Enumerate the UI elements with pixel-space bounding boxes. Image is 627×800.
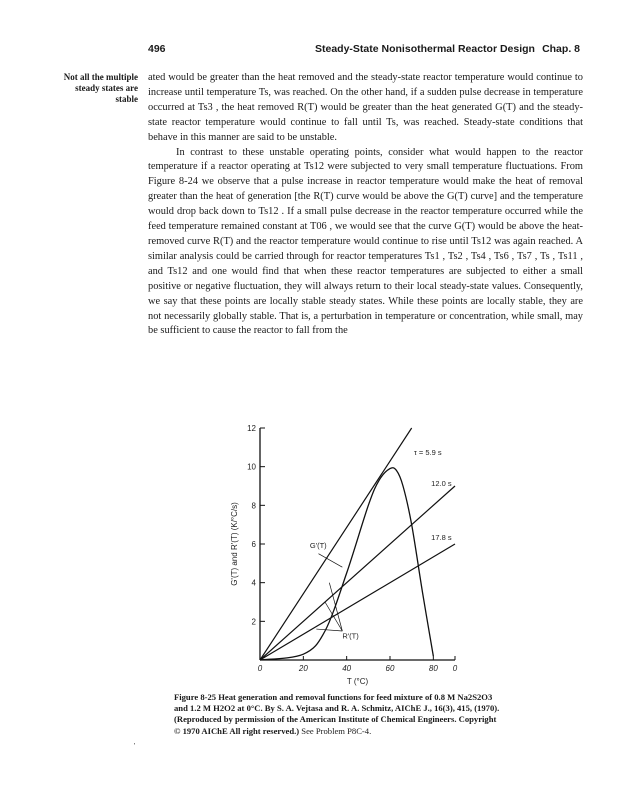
x-tick-label: 0 [257,664,263,673]
figure-8-25 [225,410,475,690]
label-r-curve: R'(T) [342,631,359,641]
figure-caption [174,692,504,737]
body-text [148,71,583,339]
page-number: 496 [148,43,166,55]
running-title: Steady-State Nonisothermal Reactor Design [315,43,535,55]
label-tau-5-9: τ = 5.9 s [413,448,442,458]
stray-mark: ' [134,742,136,750]
paragraph-2: In contrast to these unstable operating points, consider what would happen to the reactor temperature if a reactor operating at Ts12 were subjected to very small temperature fluctuations. From Figure 8-24 we observe that a pulse increase in reactor temperature would make the heat of removal greater than the heat of generation [the R(T) curve would be above the G(T) curve] and the temperature would drop back down to Ts12 . If a small pulse decrease in the reactor temperature occurred while the feed temperature remained constant at T06 , we would see that the curve G(T) would be above the heat-removed curve R(T) and the reactor temperature would continue to rise until Ts12 was again reached. A similar analysis could be carried through for reactor temperatures Ts1 , Ts2 , Ts4 , Ts6 , Ts7 , Ts , Ts11 , and Ts12 and one would find that when these reactor temperatures are subjected to either a small positive or negative fluctuation, they will always return to their local steady-state values. Consequently, we say that these points are locally stable steady states. While these points are locally stable, they are not necessarily globally stable. That is, a perturbation in temperature or concentration, while small, may be sufficient to cause the reactor to fall from the [148,146,583,337]
y-tick-label: 2 [251,617,256,627]
x-tick-label: 0 [452,664,458,673]
y-tick-label: 12 [247,424,256,433]
leader-r3 [316,629,342,631]
x-tick-label: 80 [428,664,438,673]
series-r-line [260,428,412,660]
series-r-line [260,544,455,660]
label-tau-12-0: 12.0 s [431,479,452,488]
label-tau-17-8: 17.8 s [431,533,452,543]
x-tick-label: 60 [385,664,395,673]
chart-svg [225,410,475,690]
paragraph-1: ated would be greater than the heat removed and the steady-state reactor temperature would continue to increase until temperature Ts, was reached. On the other hand, if a sudden pulse decrease in temperature occurred at Ts3 , the heat removed R(T) would be greater than the heat generated G(T) and the steady-state reactor temperature would continue to fall until Ts, was reached. Steady-state conditions that behave in this manner are said to be unstable. [148,72,583,143]
y-tick-label: 6 [251,540,256,549]
y-axis-label: G'(T) and R'(T) (K/°C/s) [230,502,239,586]
x-axis-label: T (°C) [346,677,369,686]
page-header [148,43,580,59]
x-tick-label: 40 [342,664,352,673]
chapter-label: Chap. 8 [542,43,580,55]
y-tick-label: 8 [251,501,256,511]
y-tick-label: 4 [251,578,256,588]
label-g-curve: G'(T) [309,540,327,550]
y-tick-label: 10 [247,462,256,472]
x-tick-label: 20 [298,664,308,673]
caption-tail: See Problem P8C-4. [299,725,372,736]
caption-text: Figure 8-25 Heat generation and removal functions for feed mixture of 0.8 M Na2S2O3 and 1.2 M H2O2 at 0°C. By S. A. Vejtasa and R. A. Schmitz, AIChE J., 16(3), 415, (1970). (Reproduced by permission of the American Institute of Chemical Engineers. Copyright © 1970 AIChE All right reserved.) [174,692,500,736]
margin-note: Not all the multiple steady states are stable [63,72,138,104]
